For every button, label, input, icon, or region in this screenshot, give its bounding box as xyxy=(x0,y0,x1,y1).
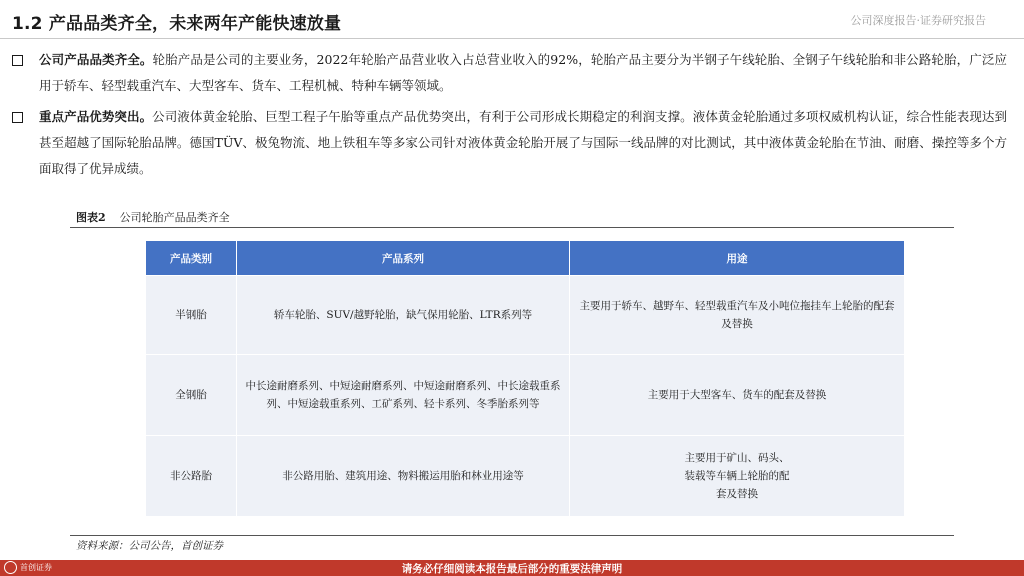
square-bullet-icon xyxy=(12,112,23,123)
cell-series: 轿车轮胎、SUV/越野轮胎，缺气保用轮胎、LTR系列等 xyxy=(237,276,570,355)
table-header-row xyxy=(146,241,905,276)
figure-source: 资料来源：公司公告，首创证券 xyxy=(76,540,223,552)
footer-band xyxy=(0,560,1024,576)
cell-usage: 主要用于大型客车、货车的配套及替换 xyxy=(570,355,905,436)
table-row xyxy=(146,276,905,355)
bullet-lead: 重点产品优势突出。 xyxy=(39,109,153,124)
cell-category: 全钢胎 xyxy=(146,355,237,436)
figure-title: 公司轮胎产品品类齐全 xyxy=(119,211,230,224)
cell-series: 中长途耐磨系列、中短途耐磨系列、中短途耐磨系列、中长途载重系列、中短途载重系列、工矿系列、轻卡系列、冬季胎系列等 xyxy=(237,355,570,436)
legal-notice: 请务必仔细阅读本报告最后部分的重要法律声明 xyxy=(401,563,623,575)
caption-divider xyxy=(70,227,954,228)
bullet-product-range xyxy=(12,47,1007,99)
square-bullet-icon xyxy=(12,55,23,66)
cell-category: 非公路胎 xyxy=(146,436,237,517)
header-series: 产品系列 xyxy=(237,241,570,276)
cell-usage: 主要用于轿车、越野车、轻型载重汽车及小吨位拖挂车上轮胎的配套及替换 xyxy=(570,276,905,355)
bullet-key-products xyxy=(12,104,1007,182)
cell-category: 半钢胎 xyxy=(146,276,237,355)
header-usage: 用途 xyxy=(570,241,905,276)
figure-caption xyxy=(76,209,230,225)
bullet-text: 公司液体黄金轮胎、巨型工程子午胎等重点产品优势突出，有利于公司形成长期稳定的利润支撑。液体黄金轮胎通过多项权威机构认证，综合性能表现达到甚至超越了国际轮胎品牌。德国TÜV、极兔物流、地上铁租车等多家公司针对液体黄金轮胎开展了与国际一线品牌的对比测试，其中液体黄金轮胎在节油、耐磨、操控等多个方面取得了优异成绩。 xyxy=(39,109,1007,176)
table-row xyxy=(146,436,905,517)
page-title: 1.2 产品品类齐全，未来两年产能快速放量 xyxy=(12,14,342,34)
table-bottom-divider xyxy=(70,535,954,536)
title-divider xyxy=(0,38,1024,39)
figure-number: 图表2 xyxy=(76,211,106,224)
table-row xyxy=(146,355,905,436)
product-table xyxy=(145,240,905,517)
header-category: 产品类别 xyxy=(146,241,237,276)
report-tag: 公司深度报告·证券研究报告 xyxy=(850,14,986,27)
cell-usage: 主要用于矿山、码头、装载等车辆上轮胎的配套及替换 xyxy=(570,436,905,517)
bullet-text: 轮胎产品是公司的主要业务，2022年轮胎产品营业收入占总营业收入的92%，轮胎产品主要分为半钢子午线轮胎、全钢子午线轮胎和非公路轮胎，广泛应用于轿车、轻型载重汽车、大型客车、货车、工程机械、特种车辆等领域。 xyxy=(39,52,1007,93)
cell-series: 非公路用胎、建筑用途、物料搬运用胎和林业用途等 xyxy=(237,436,570,517)
bullet-lead: 公司产品品类齐全。 xyxy=(39,52,153,67)
logo-text: 首创证券 xyxy=(20,563,52,572)
